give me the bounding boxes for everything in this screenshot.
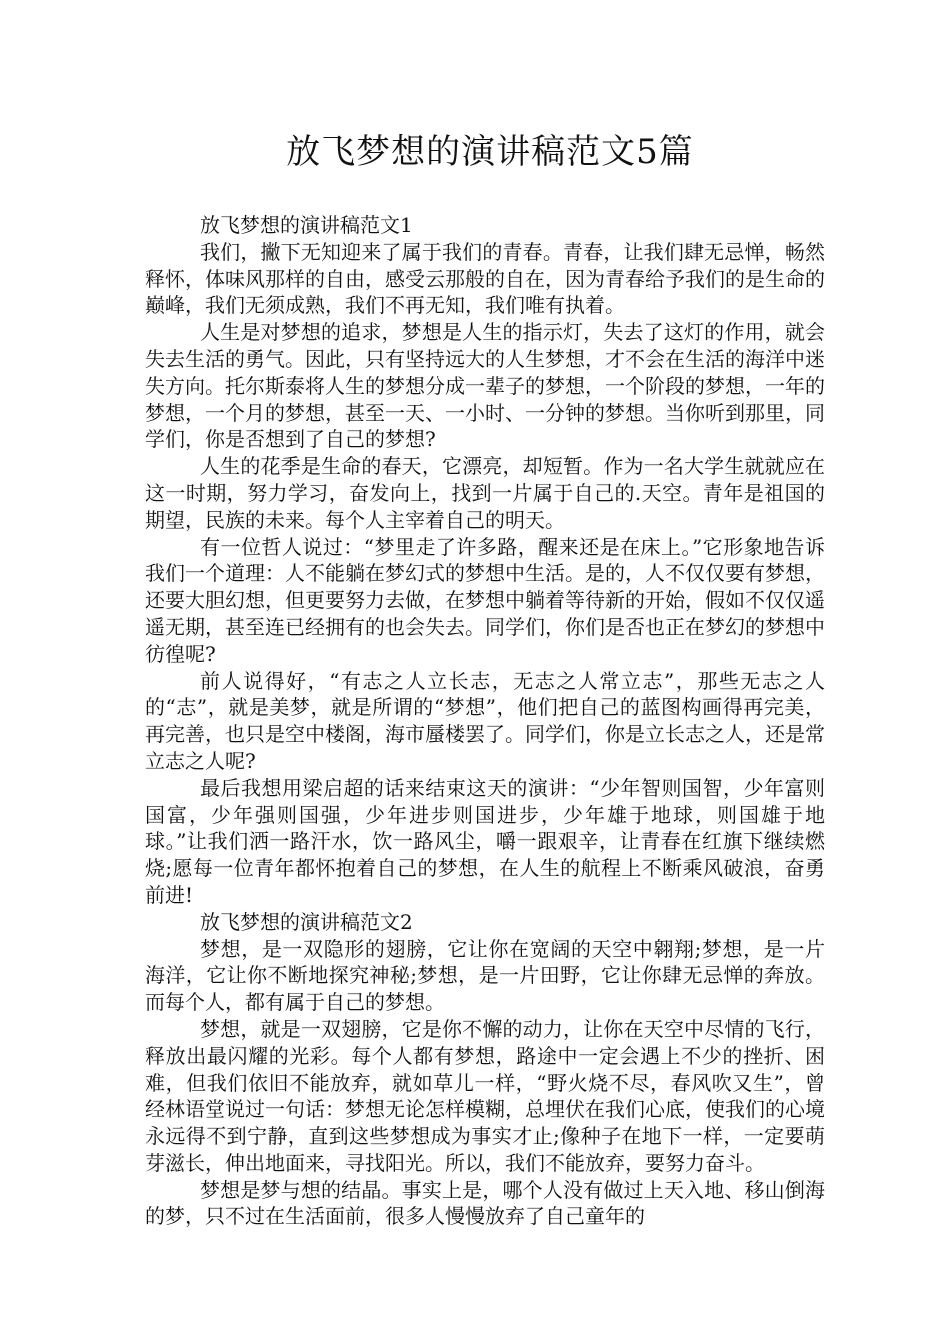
section-1-paragraph-2: 人生是对梦想的追求，梦想是人生的指示灯，失去了这灯的作用，就会失去生活的勇气。因此，只有坚持远大的人生梦想，才不会在生活的海洋中迷失方向。托尔斯泰将人生的梦想分成一辈子的梦想，一个阶段的梦想，一年的梦想，一个月的梦想，甚至一天、一小时、一分钟的梦想。当你听到那里，同学们，你是否想到了自己的梦想?: [145, 320, 825, 452]
section-2-paragraph-2: 梦想，就是一双翅膀，它是你不懈的动力，让你在天空中尽情的飞行，释放出最闪耀的光彩。每个人都有梦想，路途中一定会遇上不少的挫折、困难，但我们依旧不能放弃，就如草儿一样，“野火烧不尽，春风吹又生”，曾经林语堂说过一句话：梦想无论怎样模糊，总埋伏在我们心底，使我们的心境永远得不到宁静，直到这些梦想成为事实才止;像种子在地下一样，一定要萌芽滋长，伸出地面来，寻找阳光。所以，我们不能放弃，要努力奋斗。: [145, 1016, 825, 1175]
section-2: [145, 909, 825, 1231]
section-1-paragraph-5: 前人说得好，“有志之人立长志，无志之人常立志”，那些无志之人的“志”，就是美梦，就是所谓的“梦想”，他们把自己的蓝图构画得再完美，再完善，也只是空中楼阁，海市蜃楼罢了。同学们，你是立长志之人，还是常立志之人呢?: [145, 668, 825, 773]
section-1-heading: 放飞梦想的演讲稿范文1: [200, 213, 413, 237]
section-1-paragraph-4: 有一位哲人说过：“梦里走了许多路，醒来还是在床上。”它形象地告诉我们一个道理：人不能躺在梦幻式的梦想中生活。是的，人不仅仅要有梦想，还要大胆幻想，但更要努力去做，在梦想中躺着等待新的开始，假如不仅仅遥遥无期，甚至连已经拥有的也会失去。同学们，你们是否也正在梦幻的梦想中彷徨呢?: [145, 534, 825, 666]
section-1-paragraph-3: 人生的花季是生命的春天，它漂亮，却短暂。作为一名大学生就就应在这一时期，努力学习，奋发向上，找到一片属于自己的.天空。青年是祖国的期望，民族的未来。每个人主宰着自己的明天。: [145, 454, 825, 532]
section-1-paragraph-1: 我们，撇下无知迎来了属于我们的青春。青春，让我们肆无忌惮，畅然释怀，体味风那样的自由，感受云那般的自在，因为青春给予我们的是生命的巅峰，我们无须成熟，我们不再无知，我们唯有执着。: [145, 239, 825, 318]
section-2-paragraph-3: 梦想是梦与想的结晶。事实上是，哪个人没有做过上天入地、移山倒海的梦，只不过在生活面前，很多人慢慢放弃了自己童年的: [145, 1177, 825, 1229]
section-2-heading: 放飞梦想的演讲稿范文2: [200, 909, 413, 934]
section-1: [145, 212, 825, 909]
section-2-paragraph-1: 梦想，是一双隐形的翅膀，它让你在宽阔的天空中翱翔;梦想，是一片海洋，它让你不断地探究神秘;梦想，是一片田野，它让你肆无忌惮的奔放。而每个人，都有属于自己的梦想。: [145, 936, 825, 1015]
section-1-paragraph-6: 最后我想用梁启超的话来结束这天的演讲：“少年智则国智，少年富则国富，少年强则国强，少年进步则国进步，少年雄于地球，则国雄于地球。”让我们洒一路汗水，饮一路风尘，嚼一跟艰辛，让青春在红旗下继续燃烧;愿每一位青年都怀抱着自己的梦想，在人生的航程上不断乘风破浪，奋勇前进!: [145, 775, 825, 907]
document-title: 放飞梦想的演讲稿范文5篇: [286, 132, 694, 172]
